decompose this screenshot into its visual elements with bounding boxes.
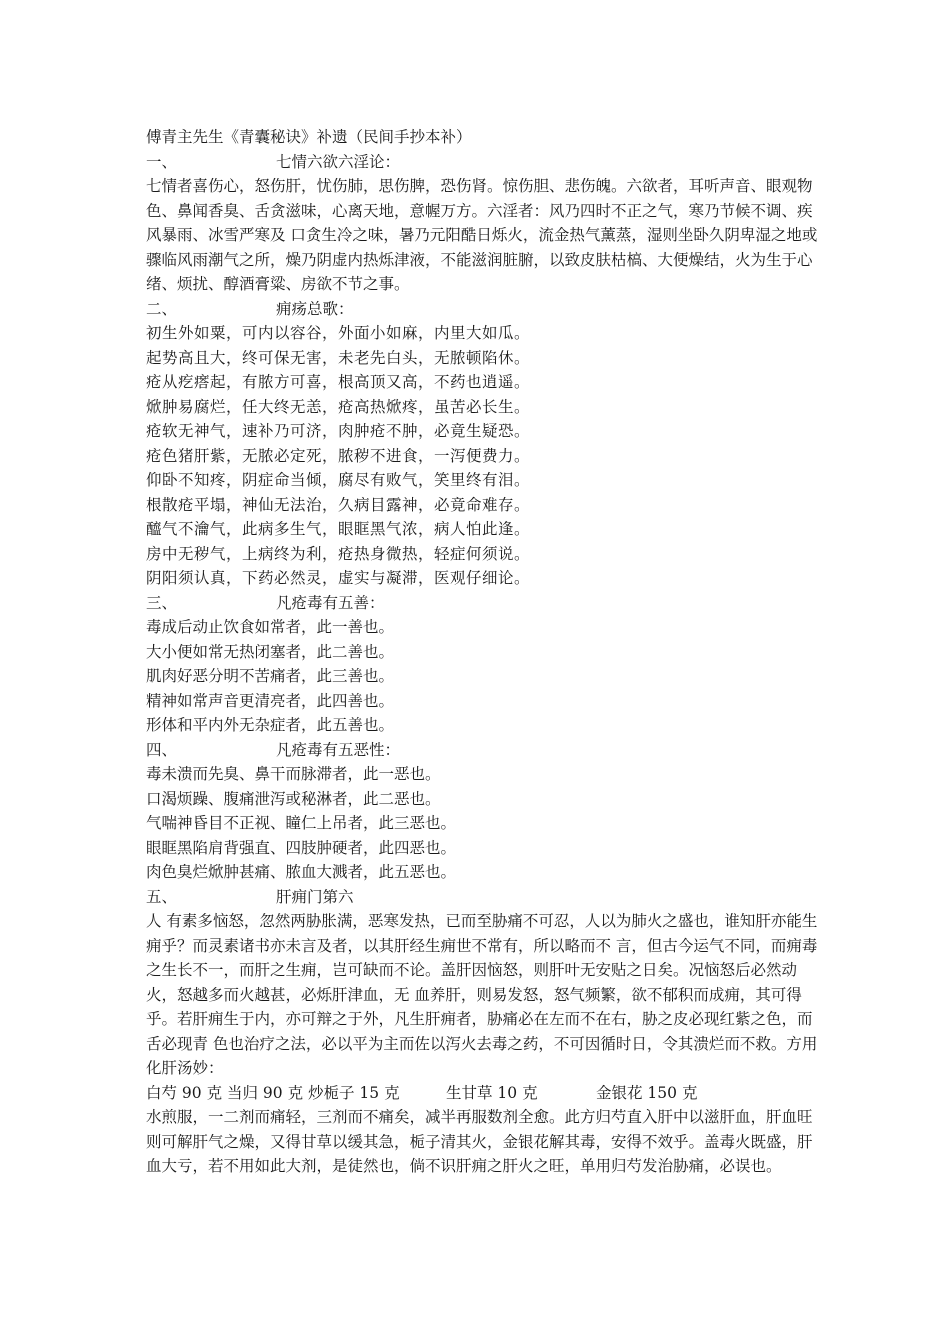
section-heading — [146, 297, 824, 322]
list-line: 毒未溃而先臭、鼻干而脉滞者，此一恶也。 — [146, 765, 441, 783]
section-number: 五、 — [146, 887, 178, 906]
list-line: 肉色臭烂焮肿甚痛、脓血大溅者，此五恶也。 — [146, 863, 457, 881]
verse-line: 房中无秽气，上病终为利，疮热身微热，轻症何须说。 — [146, 544, 531, 563]
section-paragraph: 水煎服，一二剂而痛轻，三剂而不痛矣，减半再服数剂全愈。此方归芍直入肝中以滋肝血，肝血旺则可解肝气之燥，又得甘草以缓其急，栀子清其火，金银花解其毒，安得不效乎。盖毒火既盛，肝血大亏，若不用如此大剂，是徒然也，倘不识肝痈之肝火之旺，单用归芍发治胁痛，必误也。 — [146, 1108, 813, 1175]
list-line: 大小便如常无热闭塞者，此二善也。 — [146, 642, 395, 661]
prescription-item: 白芍 90 克 当归 90 克 炒栀子 15 克 — [146, 1083, 400, 1102]
section-paragraph: 人 有素多恼怒，忽然两胁胀满，恶寒发热，已而至胁痛不可忍，人以为肺火之盛也，谁知肝亦能生痈乎？而灵素诸书亦未言及者，以其肝经生痈世不常有，所以略而不 言，但古今运气不同，而痈毒之生长不一，而肝之生痈，岂可缺而不论。盖肝因恼怒，则肝叶无安贴之日矣。况恼怒后必然动火，怒越多而火越甚，必烁肝津血，无 血养肝，则易发怒，怒气频繁，欲不郁积而成痈，其可得乎。若肝痈生于内，亦可辩之于外，凡生肝痈者，胁痛必在左而不在右，胁之皮必现红紫之色，而舌必现青 色也治疗之法，必以平为主而佐以泻火去毒之药，不可因循时日，令其溃烂而不救。方用化肝汤妙： — [146, 912, 818, 1077]
list-line: 毒成后动止饮食如常者，此一善也。 — [146, 618, 395, 636]
section-title: 肝痈门第六 — [276, 887, 354, 906]
verse-line: 醯气不瀹气，此病多生气，眼眶黑气浓，病人怕此逢。 — [146, 520, 531, 538]
list-line: 眼眶黑陷肩背强直、四肢肿硬者，此四恶也。 — [146, 838, 457, 857]
prescription-item: 生甘草 10 克 — [446, 1083, 538, 1102]
section-number: 四、 — [146, 740, 178, 759]
verse-line: 根散疮平塌，神仙无法治，久病目露神，必竟命难存。 — [146, 495, 531, 514]
section-title: 痈疡总歌： — [276, 299, 354, 318]
list-line: 精神如常声音更清亮者，此四善也。 — [146, 691, 395, 710]
document-page — [146, 125, 824, 1179]
verse-line: 仰卧不知疼，阴症命当倾，腐尽有败气，笑里终有泪。 — [146, 471, 531, 489]
list-line: 口渴烦躁、腹痛泄泻或秘淋者，此二恶也。 — [146, 789, 441, 808]
prescription-line — [146, 1081, 824, 1106]
verse-line: 阴阳须认真，下药必然灵，虚实与凝滞，医观仔细论。 — [146, 569, 531, 587]
document-title: 傅青主先生《青囊秘诀》补遗（民间手抄本补） — [146, 128, 472, 146]
section-heading — [146, 885, 824, 910]
list-line: 气喘神昏目不正视、瞳仁上吊者，此三恶也。 — [146, 814, 457, 832]
verse-line: 疮软无神气，速补乃可济，肉肿疮不肿，必竟生疑恐。 — [146, 422, 531, 440]
section-paragraph: 七情者喜伤心，怒伤肝，忧伤肺，思伤脾，恐伤肾。惊伤胆、悲伤魄。六欲者，耳听声音、眼观物色、鼻闻香臭、舌贪滋味，心离天地，意幄万方。六淫者：风乃四时不正之气，寒乃节候不调、疾风暴雨、冰雪严寒及 口贪生冷之味，暑乃元阳酷日烁火，流金热气薰蒸，湿则坐卧久阴卑湿之地或骤临风雨潮气之所，燥乃阴虚内热烁津液，不能滋润脏腑，以致皮肤枯槁、大便燥结，火为生于心绪、烦扰、醇酒膏粱、房欲不节之事。 — [146, 177, 818, 293]
prescription-item: 金银花 150 克 — [596, 1083, 698, 1102]
section-number: 三、 — [146, 593, 178, 612]
list-line: 形体和平内外无杂症者，此五善也。 — [146, 716, 395, 734]
section-number: 一、 — [146, 152, 178, 171]
section-number: 二、 — [146, 299, 178, 318]
section-title: 凡疮毒有五善： — [276, 593, 385, 612]
section-heading — [146, 591, 824, 616]
verse-line: 疮从疙瘩起，有脓方可喜，根高顶又高，不药也逍遥。 — [146, 373, 531, 391]
section-title: 凡疮毒有五恶性： — [276, 740, 401, 759]
list-line: 肌肉好恶分明不苦痛者，此三善也。 — [146, 667, 395, 685]
verse-line: 焮肿易腐烂，任大终无恙，疮高热焮疼，虽苦必长生。 — [146, 397, 531, 416]
verse-line: 起势高且大，终可保无害，未老先白头，无脓顿陷休。 — [146, 348, 531, 367]
section-title: 七情六欲六淫论： — [276, 152, 401, 171]
verse-line: 疮色猪肝紫，无脓必定死，脓秽不进食，一泻便费力。 — [146, 446, 531, 465]
section-heading — [146, 150, 824, 175]
section-heading — [146, 738, 824, 763]
verse-line: 初生外如粟，可内以容谷，外面小如麻，内里大如瓜。 — [146, 324, 531, 342]
